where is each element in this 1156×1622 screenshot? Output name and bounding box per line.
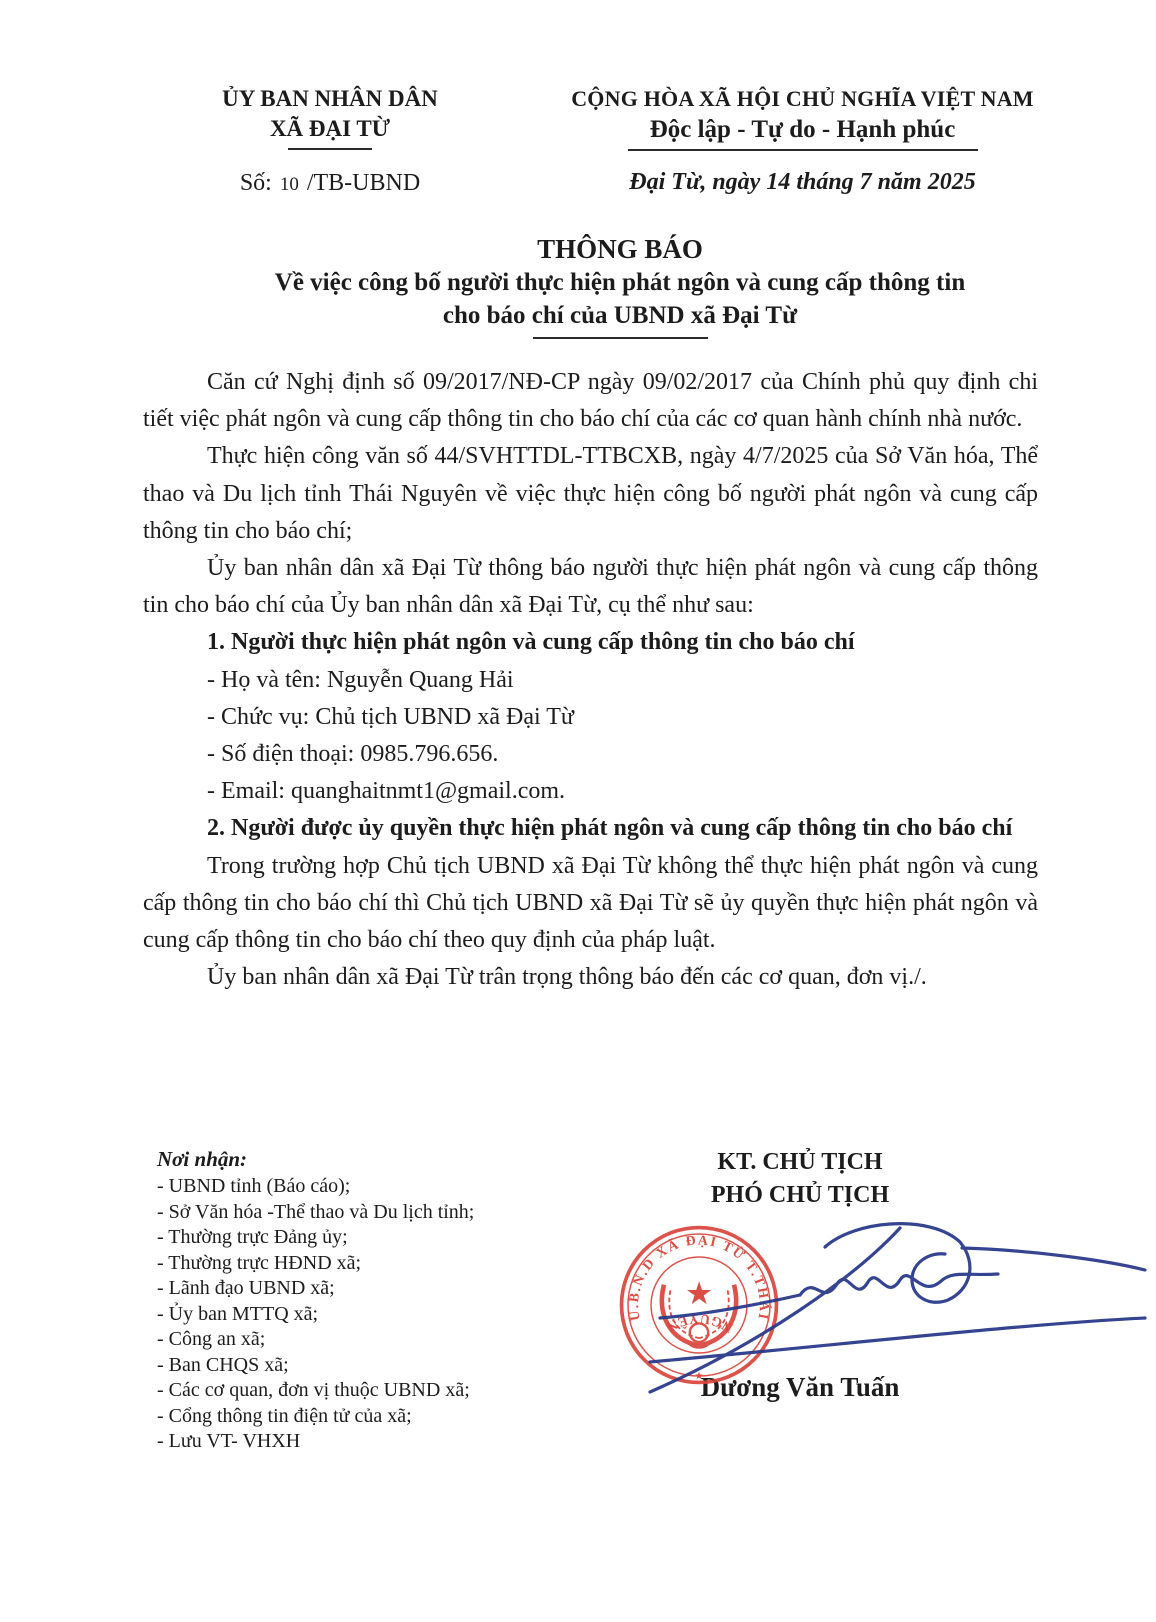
- recipient-item: - Lãnh đạo UBND xã;: [157, 1277, 335, 1299]
- seal-star-icon: ★: [694, 1370, 704, 1382]
- recipient-item: - Công an xã;: [157, 1328, 266, 1350]
- org-parent-name: ỦY BAN NHÂN DÂN: [222, 86, 438, 111]
- recipient-item: - Cổng thông tin điện tử của xã;: [157, 1404, 412, 1427]
- recipient-item: - Ủy ban MTTQ xã;: [157, 1302, 319, 1325]
- recipient-item: - Lưu VT- VHXH: [157, 1430, 301, 1452]
- spokesperson-position-line: - Chức vụ: Chủ tịch UBND xã Đại Từ: [207, 703, 574, 730]
- recipient-item: - Ban CHQS xã;: [157, 1353, 289, 1376]
- document-title-block: [150, 232, 1090, 339]
- motto-underline: [628, 149, 978, 151]
- document-subject-line2: cho báo chí của UBND xã Đại Từ: [442, 302, 798, 329]
- recipient-item: - UBND tỉnh (Báo cáo);: [157, 1175, 351, 1197]
- seal-text-bottom-arc: NGUYÊN: [662, 1311, 736, 1336]
- doc-number-value: 10: [279, 174, 299, 195]
- paragraph-announcement: Ủy ban nhân dân xã Đại Từ thông báo người thực hiện phát ngôn và cung cấp thông tin cho báo chí của Ủy ban nhân dân xã Đại Từ, cụ thể như sau:: [143, 555, 1038, 619]
- issuing-authority-block: [170, 84, 490, 200]
- signer-title-acting: KT. CHỦ TỊCH: [717, 1149, 883, 1175]
- recipient-item: - Thường trực HĐND xã;: [157, 1251, 362, 1274]
- place-date-line: Đại Từ, ngày 14 tháng 7 năm 2025: [629, 169, 976, 195]
- handwritten-signature-ink: [600, 1212, 1156, 1412]
- document-kind: THÔNG BÁO: [537, 234, 703, 264]
- paragraph-legal-basis-1: Căn cứ Nghị định số 09/2017/NĐ-CP ngày 09/02/2017 của Chính phủ quy định chi tiết việc phát ngôn và cung cấp thông tin cho báo chí của các cơ quan hành chính nhà nước.: [143, 369, 1038, 433]
- paragraph-delegation: Trong trường hợp Chủ tịch UBND xã Đại Từ không thể thực hiện phát ngôn và cung cấp thông tin cho báo chí thì Chủ tịch UBND xã Đại Từ sẽ ủy quyền thực hiện phát ngôn và cung cấp thông tin cho báo chí theo quy định của pháp luật.: [143, 852, 1038, 954]
- subject-underline: [533, 337, 708, 339]
- spokesperson-phone-line: - Số điện thoại: 0985.796.656.: [207, 741, 499, 768]
- recipients-label: Nơi nhận:: [157, 1147, 248, 1171]
- recipients-block: [157, 1144, 577, 1455]
- section-1-heading: 1. Người thực hiện phát ngôn và cung cấp thông tin cho báo chí: [207, 629, 855, 656]
- doc-number-suffix: /TB-UBND: [306, 170, 421, 196]
- doc-number-label: Số:: [239, 170, 272, 196]
- document-body: [143, 364, 1038, 996]
- national-header-block: [520, 84, 1085, 197]
- signer-name: Dương Văn Tuấn: [700, 1372, 900, 1402]
- org-name: XÃ ĐẠI TỪ: [269, 116, 391, 141]
- document-number-line: [170, 168, 490, 200]
- document-subject-line1: Về việc công bố người thực hiện phát ngôn và cung cấp thông tin: [274, 269, 966, 296]
- section-2-heading: 2. Người được ủy quyền thực hiện phát ngôn và cung cấp thông tin cho báo chí: [207, 815, 1013, 842]
- spokesperson-email-line: - Email: quanghaitnmt1@gmail.com.: [207, 778, 566, 805]
- org-underline: [288, 148, 372, 150]
- seal-text-top-arc: U.B.N.D XÃ ĐẠI TỪ T.THÁI: [626, 1232, 772, 1323]
- paragraph-legal-basis-2: Thực hiện công văn số 44/SVHTTDL-TTBCXB, ngày 4/7/2025 của Sở Văn hóa, Thể thao và Du lịch tỉnh Thái Nguyên về việc thực hiện công bố người phát ngôn và cung cấp thông tin cho báo chí;: [143, 443, 1038, 544]
- spokesperson-name-line: - Họ và tên: Nguyễn Quang Hải: [207, 666, 514, 693]
- national-motto-line1: CỘNG HÒA XÃ HỘI CHỦ NGHĨA VIỆT NAM: [571, 86, 1034, 111]
- national-motto-line2: Độc lập - Tự do - Hạnh phúc: [649, 116, 956, 143]
- seal-emblem-star-icon: ★: [684, 1276, 714, 1312]
- recipient-item: - Thường trực Đảng ủy;: [157, 1226, 348, 1248]
- recipient-item: - Sở Văn hóa -Thể thao và Du lịch tỉnh;: [157, 1200, 475, 1223]
- recipient-item: - Các cơ quan, đơn vị thuộc UBND xã;: [157, 1379, 470, 1401]
- signer-title-position: PHÓ CHỦ TỊCH: [710, 1182, 890, 1208]
- paragraph-closing: Ủy ban nhân dân xã Đại Từ trân trọng thông báo đến các cơ quan, đơn vị./.: [207, 964, 927, 991]
